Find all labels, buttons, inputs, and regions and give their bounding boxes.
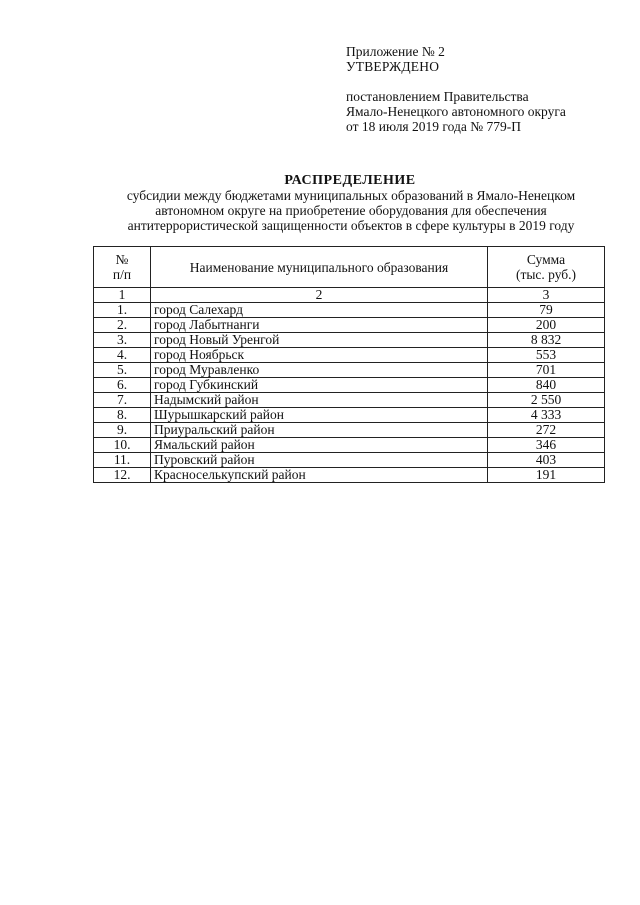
subsidy-amount: 840: [488, 378, 605, 393]
row-number: 11.: [94, 453, 151, 468]
municipality-name: Красноселькупский район: [151, 468, 488, 483]
row-number: 7.: [94, 393, 151, 408]
row-number: 10.: [94, 438, 151, 453]
header-sum: [488, 247, 605, 288]
table-row: [94, 468, 605, 483]
header-sum-unit: (тыс. руб.): [515, 267, 577, 282]
subsidy-amount: 8 832: [488, 333, 605, 348]
column-numbering-row: [94, 288, 605, 303]
distribution-table: [93, 246, 605, 483]
row-number: 4.: [94, 348, 151, 363]
table-header-row: [94, 247, 605, 288]
subsidy-amount: 2 550: [488, 393, 605, 408]
table-row: [94, 333, 605, 348]
municipality-name: Пуровский район: [151, 453, 488, 468]
municipality-name: Надымский район: [151, 393, 488, 408]
table-row: [94, 408, 605, 423]
table-row: [94, 438, 605, 453]
document-title: РАСПРЕДЕЛЕНИЕ: [284, 173, 416, 188]
municipality-name: город Ноябрьск: [151, 348, 488, 363]
municipality-name: город Губкинский: [151, 378, 488, 393]
subsidy-amount: 701: [488, 363, 605, 378]
municipality-name: город Салехард: [151, 303, 488, 318]
municipality-name: город Муравленко: [151, 363, 488, 378]
table-row: [94, 303, 605, 318]
table-row: [94, 393, 605, 408]
table-row: [94, 363, 605, 378]
municipality-name: Шурышкарский район: [151, 408, 488, 423]
subtitle-line-2: автономном округе на приобретение оборудования для обеспечения: [155, 203, 547, 218]
approval-spacer: [346, 74, 626, 89]
subsidy-amount: 403: [488, 453, 605, 468]
row-number: 3.: [94, 333, 151, 348]
document-subtitle: [86, 188, 616, 233]
header-number: [94, 247, 151, 288]
row-number: 1.: [94, 303, 151, 318]
column-number: 1: [94, 288, 151, 303]
column-number: 2: [151, 288, 488, 303]
header-sum-title: Сумма: [526, 252, 566, 267]
subsidy-amount: 272: [488, 423, 605, 438]
row-number: 6.: [94, 378, 151, 393]
row-number: 9.: [94, 423, 151, 438]
table-row: [94, 348, 605, 363]
header-number-abbr: п/п: [112, 267, 132, 282]
subtitle-line-1: субсидии между бюджетами муниципальных образований в Ямало-Ненецком: [126, 188, 576, 203]
table-row: [94, 378, 605, 393]
header-number-symbol: №: [115, 252, 129, 267]
column-number: 3: [488, 288, 605, 303]
subsidy-amount: 553: [488, 348, 605, 363]
resolution-line-3: от 18 июля 2019 года № 779-П: [346, 119, 521, 134]
approved-label: УТВЕРЖДЕНО: [346, 59, 440, 74]
subsidy-amount: 346: [488, 438, 605, 453]
municipality-name: город Лабытнанги: [151, 318, 488, 333]
appendix-label: Приложение № 2: [346, 44, 445, 59]
resolution-line-2: Ямало-Ненецкого автономного округа: [346, 104, 566, 119]
table-row: [94, 453, 605, 468]
subsidy-amount: 200: [488, 318, 605, 333]
approval-block: [346, 44, 626, 134]
table-row: [94, 423, 605, 438]
municipality-name: город Новый Уренгой: [151, 333, 488, 348]
subsidy-amount: 4 333: [488, 408, 605, 423]
resolution-line-1: постановлением Правительства: [346, 89, 529, 104]
municipality-name: Приуральский район: [151, 423, 488, 438]
municipality-name: Ямальский район: [151, 438, 488, 453]
row-number: 2.: [94, 318, 151, 333]
subtitle-line-3: антитеррористической защищенности объектов в сфере культуры в 2019 году: [127, 218, 575, 233]
subsidy-amount: 79: [488, 303, 605, 318]
row-number: 12.: [94, 468, 151, 483]
header-name: Наименование муниципального образования: [151, 247, 488, 288]
row-number: 8.: [94, 408, 151, 423]
table-row: [94, 318, 605, 333]
subsidy-amount: 191: [488, 468, 605, 483]
row-number: 5.: [94, 363, 151, 378]
